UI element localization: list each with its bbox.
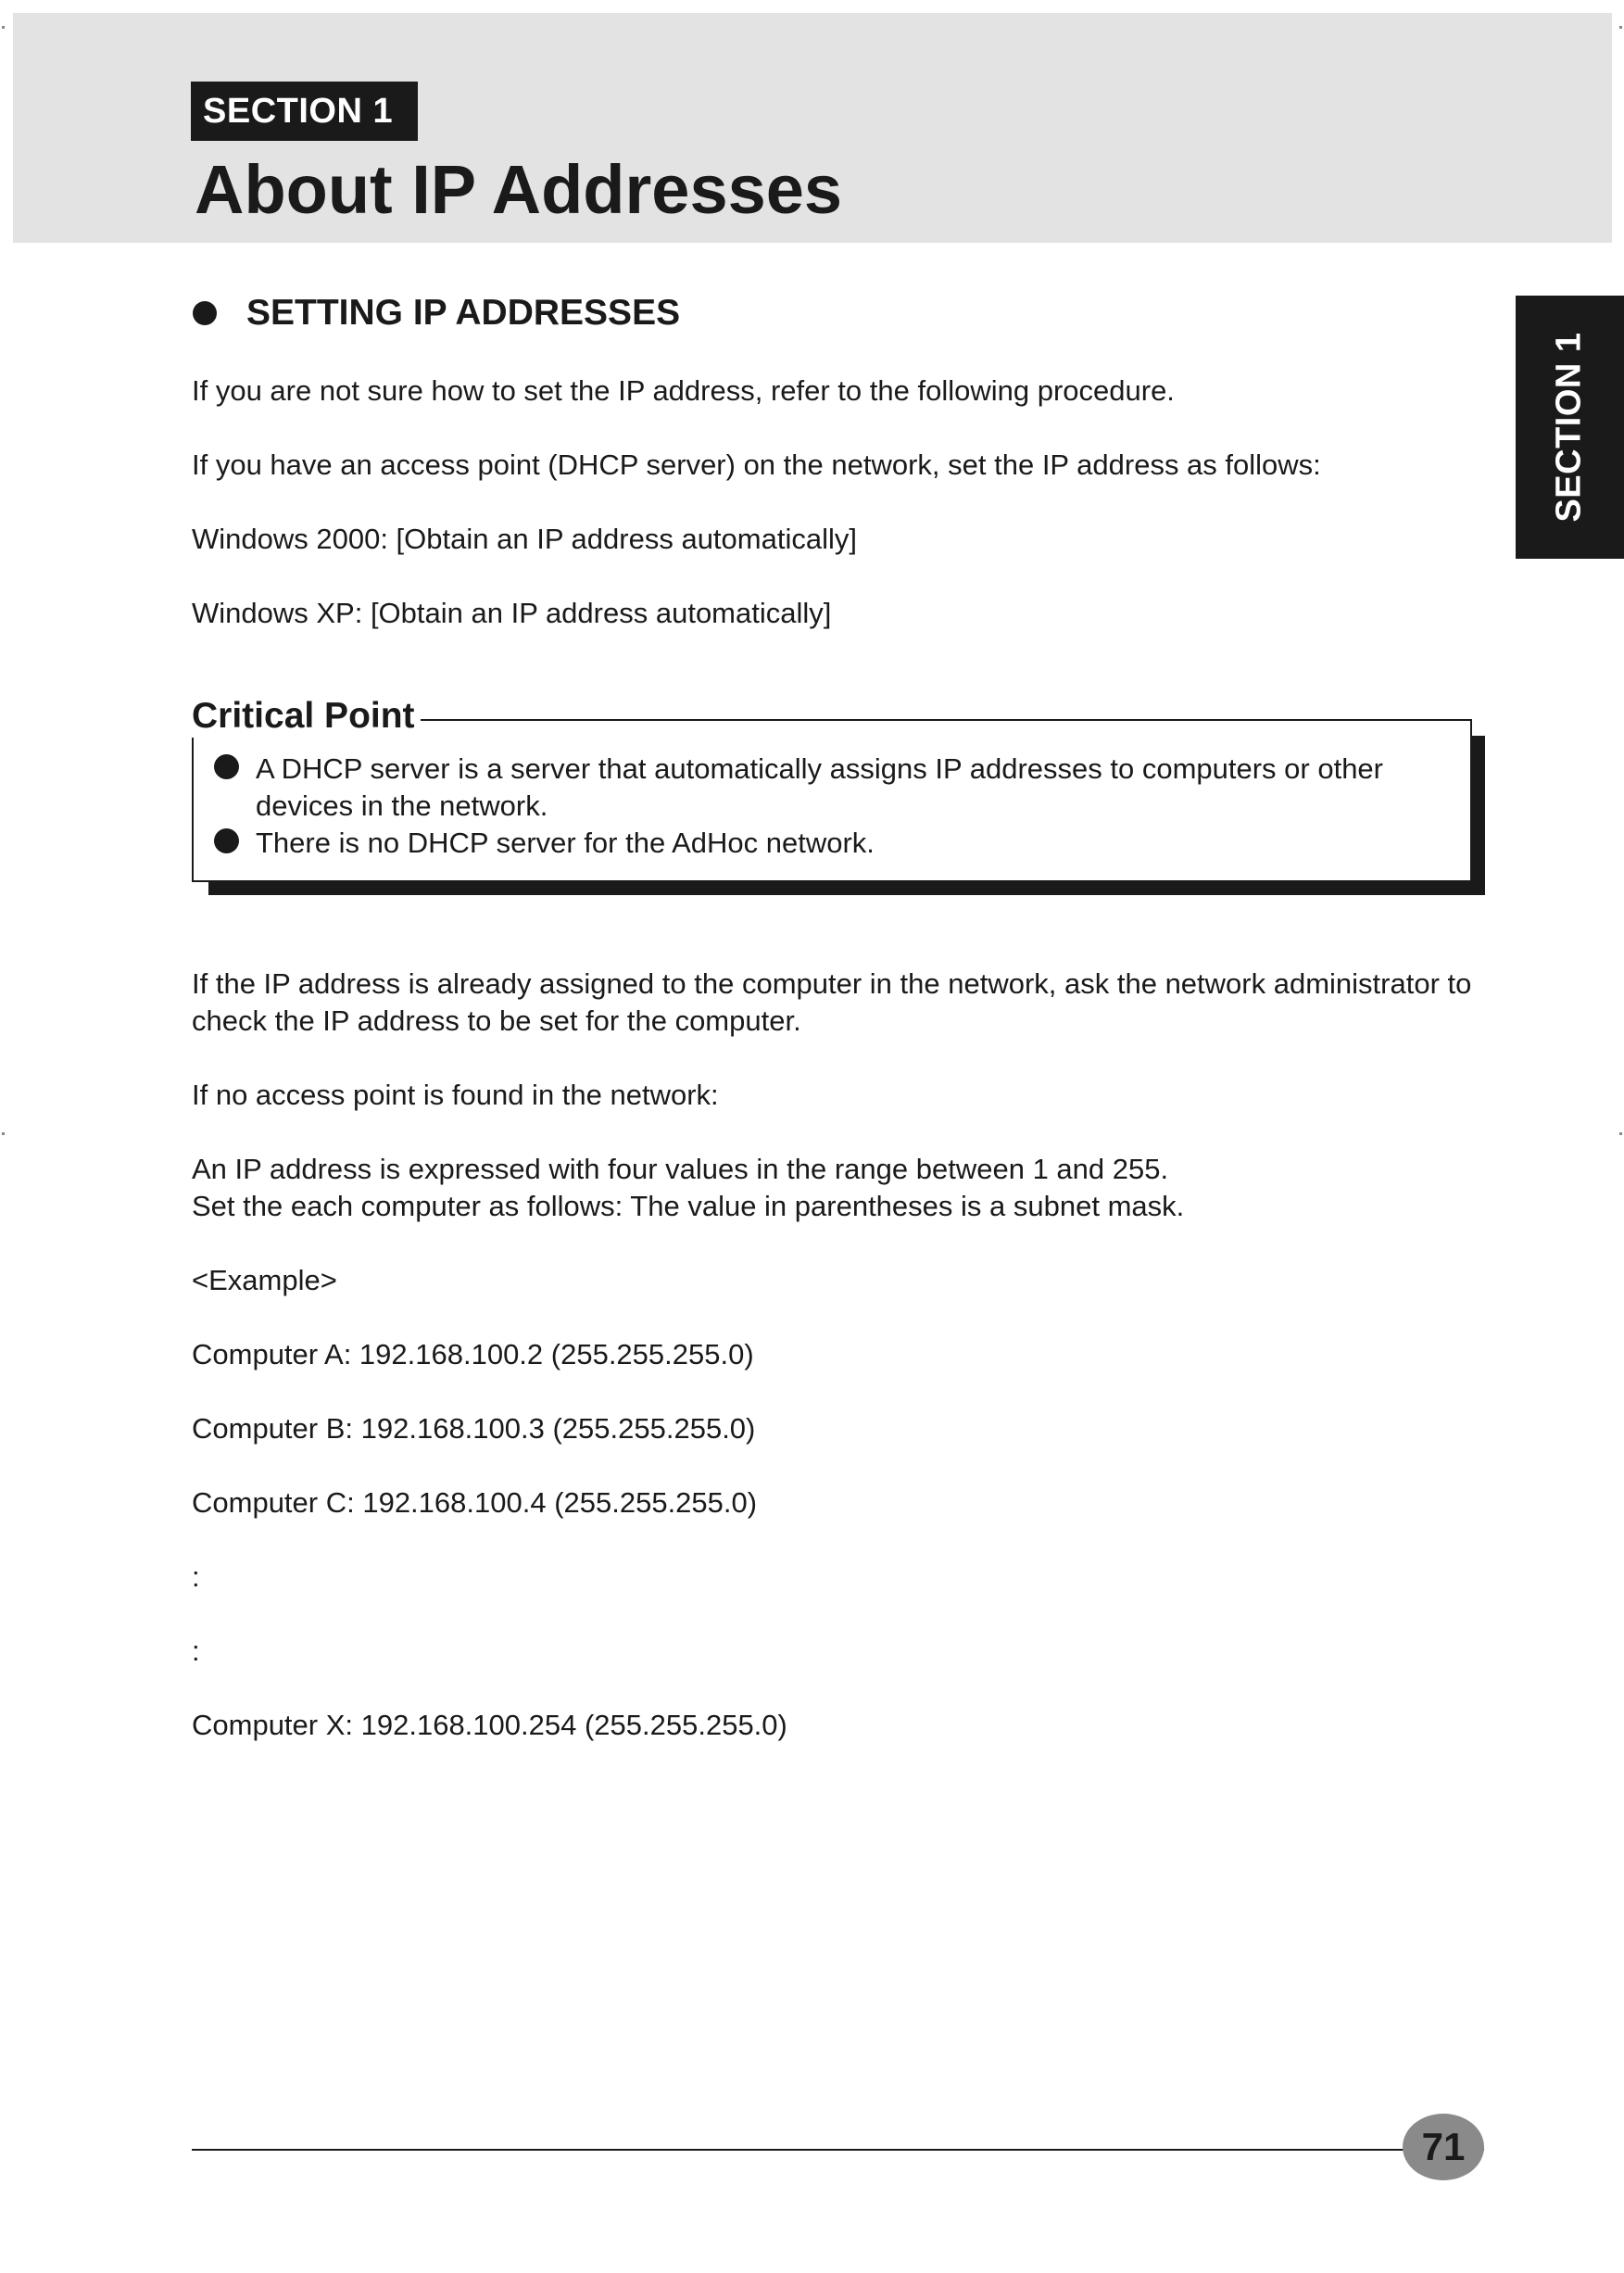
bullet-icon (214, 828, 239, 853)
computer-b-address: Computer B: 192.168.100.3 (255.255.255.0) (192, 1412, 756, 1445)
page-title: About IP Addresses (195, 151, 843, 228)
crop-mark (1619, 1132, 1622, 1135)
side-section-tab (1516, 296, 1624, 559)
critical-point-item (214, 751, 1451, 825)
intro-paragraph-1: If you are not sure how to set the IP address, refer to the following procedure. (192, 374, 1175, 407)
critical-point-item-text: There is no DHCP server for the AdHoc network. (256, 827, 875, 859)
ellipsis-marker: : (192, 1560, 200, 1593)
critical-point-item-text: A DHCP server is a server that automatically assigns IP addresses to computers or other devices in the network. (256, 752, 1383, 822)
subnet-mask-text: Set the each computer as follows: The value in parentheses is a subnet mask. (192, 1190, 1185, 1222)
intro-paragraph-2: If you have an access point (DHCP server) on the network, set the IP address as follows: (192, 448, 1321, 481)
bullet-icon (214, 754, 239, 779)
side-section-tab-label: SECTION 1 (1549, 332, 1589, 523)
section-label: SECTION 1 (191, 82, 418, 141)
computer-c-address: Computer C: 192.168.100.4 (255.255.255.0) (192, 1486, 758, 1519)
footer-rule (192, 2149, 1484, 2151)
ip-range-text: An IP address is expressed with four values in the range between 1 and 255. (192, 1153, 1169, 1185)
crop-mark (1619, 26, 1622, 29)
assigned-ip-line-2: check the IP address to be set for the computer. (192, 1004, 801, 1037)
crop-mark (2, 1132, 5, 1135)
critical-point-title: Critical Point (192, 695, 421, 738)
no-access-point-text: If no access point is found in the network: (192, 1079, 719, 1111)
windows-2000-setting: Windows 2000: [Obtain an IP address automatically] (192, 523, 857, 555)
page-number: 71 (1403, 2114, 1484, 2180)
example-label: <Example> (192, 1264, 337, 1296)
computer-a-address: Computer A: 192.168.100.2 (255.255.255.0) (192, 1338, 754, 1370)
subheading-text: SETTING IP ADDRESSES (246, 293, 681, 333)
computer-x-address: Computer X: 192.168.100.254 (255.255.255.0) (192, 1709, 787, 1741)
windows-xp-setting: Windows XP: [Obtain an IP address automatically] (192, 597, 832, 629)
bullet-icon (193, 301, 217, 325)
subheading (193, 290, 680, 336)
critical-point-box (192, 719, 1472, 882)
ellipsis-marker: : (192, 1635, 200, 1667)
crop-mark (2, 26, 5, 29)
assigned-ip-line-1: If the IP address is already assigned to the computer in the network, ask the network administrator to (192, 967, 1472, 1000)
critical-point-item (214, 825, 1451, 862)
